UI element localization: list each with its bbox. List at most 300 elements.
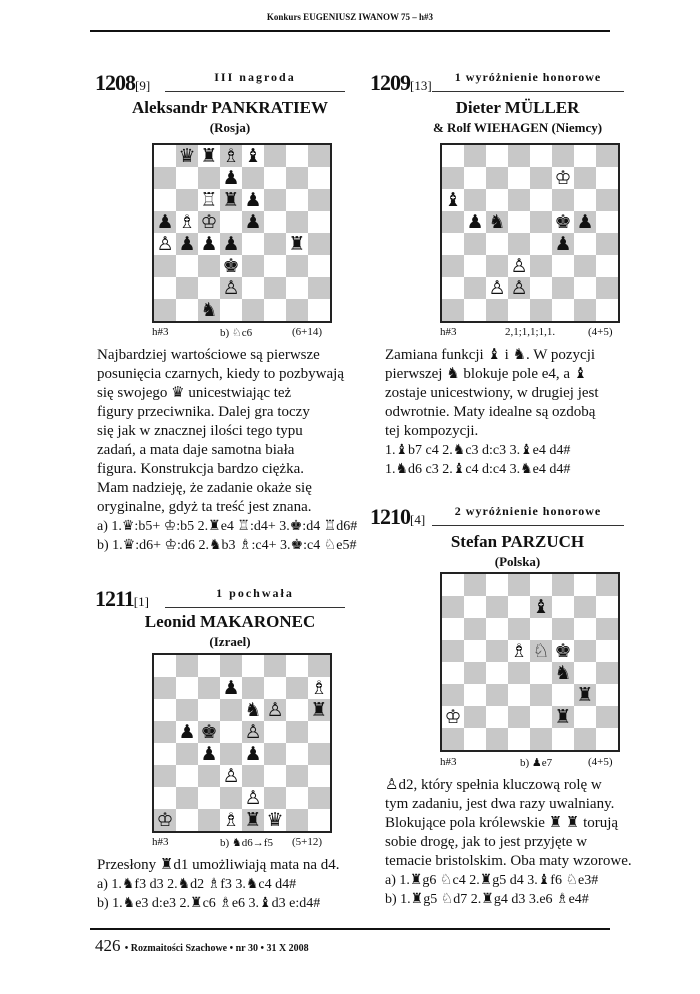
- page-number: 426: [95, 936, 121, 955]
- problem-number-1209: 1209[13]: [370, 70, 432, 95]
- comment-1210: [385, 776, 660, 909]
- comment-1211: [97, 856, 377, 913]
- board-square: [264, 167, 286, 189]
- board-square: [176, 699, 198, 721]
- board-square: [198, 255, 220, 277]
- chess-piece: ♞: [488, 211, 506, 233]
- chess-piece: ♗: [222, 809, 240, 831]
- board-square: [286, 721, 308, 743]
- board-square: [486, 574, 508, 596]
- board-square: [286, 765, 308, 787]
- material-1209: (4+5): [588, 326, 613, 338]
- board-square: [464, 662, 486, 684]
- board-square: [442, 662, 464, 684]
- board-square: [552, 299, 574, 321]
- board-square: [308, 299, 330, 321]
- board-square: [264, 787, 286, 809]
- board-square: [154, 677, 176, 699]
- board-square: [596, 255, 618, 277]
- board-square: [552, 618, 574, 640]
- board-square: [442, 167, 464, 189]
- board-square: [552, 574, 574, 596]
- footer-rule: [90, 928, 610, 930]
- board-square: [176, 677, 198, 699]
- board-square: [552, 189, 574, 211]
- chess-piece: ♙: [222, 277, 240, 299]
- text-line: odwrotnie. Maty idealne są ozdobą: [385, 404, 596, 420]
- board-square: [176, 189, 198, 211]
- board-square: [508, 684, 530, 706]
- text-line: posunięcia czarnych, kiedy to pozbywają: [97, 366, 344, 382]
- award-rule: [165, 607, 345, 608]
- board-square: [176, 655, 198, 677]
- text-line: tej kompozycji.: [385, 423, 479, 439]
- board-square: [574, 189, 596, 211]
- board-square: [464, 618, 486, 640]
- text-line: Zamiana funkcji ♝ i ♞. W pozycji: [385, 347, 596, 363]
- board-square: [154, 189, 176, 211]
- chess-piece: ♔: [554, 167, 572, 189]
- twin-1211: b) ♞d6→f5: [220, 837, 273, 849]
- board-square: [508, 596, 530, 618]
- board-square: [154, 299, 176, 321]
- award-rule: [165, 91, 345, 92]
- board-square: [264, 677, 286, 699]
- board-square: [286, 787, 308, 809]
- board-square: [486, 596, 508, 618]
- board-square: [154, 765, 176, 787]
- board-square: [308, 189, 330, 211]
- board-square: [596, 277, 618, 299]
- chess-piece: ♜: [200, 145, 218, 167]
- material-1208: (6+14): [292, 326, 323, 338]
- chess-piece: ♙: [244, 787, 262, 809]
- board-square: [464, 189, 486, 211]
- material-1210: (4+5): [588, 756, 613, 768]
- board-square: [442, 618, 464, 640]
- board-square: [176, 787, 198, 809]
- problem-number-1210: 1210[4]: [370, 504, 426, 529]
- page-footer: [95, 936, 309, 956]
- author-1210: Stefan PARZUCH: [450, 532, 585, 551]
- board-square: [154, 743, 176, 765]
- board-square: [596, 574, 618, 596]
- author-1208: Aleksandr PANKRATIEW: [132, 98, 328, 117]
- chess-piece: ♜: [288, 233, 306, 255]
- solution-b-1208: b) 1.♛:d6+ ♔:d6 2.♞b3 ♗:c4+ 3.♚:c4 ♘e5#: [97, 538, 357, 553]
- board-square: [596, 662, 618, 684]
- board-square: [154, 145, 176, 167]
- board-square: [264, 655, 286, 677]
- board-square: [464, 640, 486, 662]
- board-square: [508, 167, 530, 189]
- author-1211: Leonid MAKARONEC: [144, 612, 316, 631]
- board-square: [464, 299, 486, 321]
- board-square: [264, 145, 286, 167]
- board-square: [596, 211, 618, 233]
- board-square: [264, 211, 286, 233]
- board-square: [596, 233, 618, 255]
- chess-piece: ♙: [510, 277, 528, 299]
- chess-piece: ♗: [510, 640, 528, 662]
- board-square: [286, 299, 308, 321]
- text-line: temacie bristolskim. Oba maty wzorowe.: [385, 853, 632, 869]
- board-square: [308, 809, 330, 831]
- board-square: [508, 706, 530, 728]
- chess-piece: ♛: [266, 809, 284, 831]
- award-1209: 1 wyróżnienie honorowe: [454, 70, 602, 84]
- board-square: [176, 299, 198, 321]
- board-square: [264, 765, 286, 787]
- twin-1208: b) ♘c6: [220, 327, 253, 339]
- board-square: [176, 277, 198, 299]
- text-line: Blokujące pola królewskie ♜ ♜ torują: [385, 815, 619, 831]
- board-square: [198, 167, 220, 189]
- chess-piece: ♚: [554, 640, 572, 662]
- board-square: [442, 684, 464, 706]
- board-square: [508, 233, 530, 255]
- board-square: [264, 743, 286, 765]
- board-square: [574, 640, 596, 662]
- board-square: [308, 765, 330, 787]
- board-square: [464, 596, 486, 618]
- board-square: [176, 255, 198, 277]
- board-square: [442, 728, 464, 750]
- text-line: Mam nadzieję, że zadanie okaże się: [97, 480, 312, 496]
- board-square: [308, 721, 330, 743]
- board-square: [442, 211, 464, 233]
- board-square: [552, 596, 574, 618]
- board-square: [508, 145, 530, 167]
- text-line: sobie drogę, jak to jest przyjęte w: [385, 834, 588, 850]
- board-square: [154, 699, 176, 721]
- board-square: [530, 145, 552, 167]
- chess-piece: ♟: [156, 211, 174, 233]
- board-square: [596, 167, 618, 189]
- board-square: [154, 655, 176, 677]
- board-square: [464, 255, 486, 277]
- board-square: [442, 640, 464, 662]
- board-square: [530, 277, 552, 299]
- chess-piece: ♝: [532, 596, 550, 618]
- chess-piece: ♞: [200, 299, 218, 321]
- problem-number-1208: 1208[9]: [95, 70, 151, 95]
- text-line: zadań, a mata daje samotna biała: [97, 442, 295, 458]
- board-square: [508, 662, 530, 684]
- country-1210: (Polska): [494, 554, 541, 569]
- board-square: [486, 640, 508, 662]
- text-line: się jak w znacznej ilości tego typu: [97, 423, 303, 439]
- chess-board-1210: [440, 572, 620, 752]
- board-square: [596, 706, 618, 728]
- board-square: [286, 277, 308, 299]
- board-square: [530, 574, 552, 596]
- board-square: [442, 574, 464, 596]
- board-square: [220, 699, 242, 721]
- board-square: [574, 618, 596, 640]
- text-line: ♙d2, który spełnia kluczową rolę w: [385, 777, 602, 793]
- board-square: [264, 277, 286, 299]
- board-square: [530, 233, 552, 255]
- chess-piece: ♗: [310, 677, 328, 699]
- board-square: [530, 211, 552, 233]
- text-line: pierwszej ♞ blokuje pole e4, a ♝: [385, 366, 588, 382]
- chess-piece: ♟: [178, 233, 196, 255]
- text-line: oryginalne, gdyż ta treść jest znana.: [97, 499, 312, 515]
- board-square: [530, 167, 552, 189]
- board-square: [242, 167, 264, 189]
- board-square: [220, 743, 242, 765]
- chess-piece: ♟: [244, 743, 262, 765]
- board-square: [486, 728, 508, 750]
- board-square: [508, 211, 530, 233]
- text-line: się swojego ♛ unicestwiając też: [97, 385, 292, 401]
- solution-2-1209: 1.♞d6 c3 2.♝c4 d:c4 3.♞e4 d4#: [385, 462, 571, 477]
- board-square: [486, 145, 508, 167]
- text-line: Przesłony ♜d1 umożliwiają mata na d4.: [97, 857, 340, 873]
- country-1209: & Rolf WIEHAGEN (Niemcy): [432, 120, 603, 135]
- comment-1208: [97, 346, 377, 555]
- board-square: [176, 809, 198, 831]
- board-square: [596, 684, 618, 706]
- solution-b-1211: b) 1.♞e3 d:e3 2.♜c6 ♗e6 3.♝d3 e:d4#: [97, 896, 321, 911]
- board-square: [442, 255, 464, 277]
- chess-piece: ♙: [266, 699, 284, 721]
- board-square: [530, 728, 552, 750]
- board-square: [596, 618, 618, 640]
- chess-piece: ♟: [200, 233, 218, 255]
- chess-board-1209: [440, 143, 620, 323]
- board-square: [552, 255, 574, 277]
- board-square: [596, 145, 618, 167]
- board-square: [242, 677, 264, 699]
- board-square: [530, 662, 552, 684]
- award-rule: [432, 525, 624, 526]
- board-square: [574, 574, 596, 596]
- board-square: [264, 299, 286, 321]
- board-square: [308, 233, 330, 255]
- board-square: [486, 189, 508, 211]
- board-square: [574, 706, 596, 728]
- board-square: [286, 167, 308, 189]
- board-square: [464, 167, 486, 189]
- board-square: [198, 809, 220, 831]
- board-square: [486, 662, 508, 684]
- board-square: [154, 277, 176, 299]
- board-square: [464, 277, 486, 299]
- board-square: [552, 728, 574, 750]
- board-square: [574, 596, 596, 618]
- board-square: [464, 233, 486, 255]
- board-square: [442, 299, 464, 321]
- solution-a-1208: a) 1.♛:b5+ ♔:b5 2.♜e4 ♖:d4+ 3.♚:d4 ♖d6#: [97, 519, 358, 534]
- board-square: [596, 299, 618, 321]
- chess-piece: ♜: [576, 684, 594, 706]
- chess-piece: ♜: [222, 189, 240, 211]
- board-square: [198, 655, 220, 677]
- board-square: [486, 167, 508, 189]
- chess-piece: ♙: [156, 233, 174, 255]
- chess-piece: ♝: [244, 145, 262, 167]
- board-square: [286, 699, 308, 721]
- comment-1209: [385, 346, 660, 479]
- board-square: [242, 255, 264, 277]
- header-rule: [90, 30, 610, 32]
- board-square: [596, 728, 618, 750]
- chess-piece: ♙: [510, 255, 528, 277]
- board-square: [176, 167, 198, 189]
- board-square: [530, 684, 552, 706]
- board-square: [442, 233, 464, 255]
- board-square: [154, 721, 176, 743]
- board-square: [596, 189, 618, 211]
- board-square: [308, 743, 330, 765]
- board-square: [264, 233, 286, 255]
- board-square: [176, 765, 198, 787]
- chess-piece: ♟: [222, 233, 240, 255]
- board-square: [530, 299, 552, 321]
- board-square: [486, 684, 508, 706]
- board-square: [530, 255, 552, 277]
- chess-piece: ♟: [222, 677, 240, 699]
- board-square: [264, 255, 286, 277]
- board-square: [198, 677, 220, 699]
- board-square: [176, 743, 198, 765]
- board-square: [220, 299, 242, 321]
- board-square: [486, 706, 508, 728]
- running-head: Konkurs EUGENIUSZ IWANOW 75 – h#3: [266, 12, 434, 22]
- board-square: [308, 167, 330, 189]
- board-square: [242, 655, 264, 677]
- twin-1209: 2,1;1,1;1,1.: [505, 326, 556, 338]
- board-square: [574, 277, 596, 299]
- chess-piece: ♞: [244, 699, 262, 721]
- board-square: [220, 211, 242, 233]
- board-square: [530, 618, 552, 640]
- chess-piece: ♟: [244, 189, 262, 211]
- chess-piece: ♟: [178, 721, 196, 743]
- award-rule: [432, 91, 624, 92]
- board-square: [242, 299, 264, 321]
- chess-piece: ♙: [244, 721, 262, 743]
- board-square: [220, 721, 242, 743]
- problem-number-1211: 1211[1]: [95, 586, 149, 611]
- board-square: [286, 655, 308, 677]
- chess-piece: ♝: [444, 189, 462, 211]
- board-square: [308, 145, 330, 167]
- board-square: [264, 721, 286, 743]
- board-square: [220, 655, 242, 677]
- board-square: [198, 277, 220, 299]
- board-square: [574, 233, 596, 255]
- board-square: [198, 699, 220, 721]
- chess-piece: ♟: [244, 211, 262, 233]
- text-line: zostaje unicestwiony, w drugiej jest: [385, 385, 599, 401]
- chess-piece: ♔: [156, 809, 174, 831]
- stipulation-1208: h#3: [152, 326, 169, 338]
- board-square: [286, 189, 308, 211]
- chess-piece: ♙: [488, 277, 506, 299]
- board-square: [530, 706, 552, 728]
- text-line: figury przeciwnika. Dalej gra toczy: [97, 404, 310, 420]
- solution-b-1210: b) 1.♜g5 ♘d7 2.♜g4 d3 3.e6 ♗e4#: [385, 892, 589, 907]
- board-square: [508, 189, 530, 211]
- board-square: [508, 299, 530, 321]
- stipulation-1210: h#3: [440, 756, 457, 768]
- stipulation-1209: h#3: [440, 326, 457, 338]
- board-square: [264, 189, 286, 211]
- solution-a-1211: a) 1.♞f3 d3 2.♞d2 ♗f3 3.♞c4 d4#: [97, 877, 297, 892]
- chess-piece: ♚: [554, 211, 572, 233]
- chess-piece: ♟: [466, 211, 484, 233]
- board-square: [286, 211, 308, 233]
- board-square: [154, 787, 176, 809]
- board-square: [154, 167, 176, 189]
- board-square: [464, 706, 486, 728]
- board-square: [574, 145, 596, 167]
- chess-piece: ♚: [222, 255, 240, 277]
- board-square: [154, 255, 176, 277]
- board-square: [574, 167, 596, 189]
- board-square: [486, 233, 508, 255]
- board-square: [552, 145, 574, 167]
- chess-piece: ♟: [222, 167, 240, 189]
- solution-1-1209: 1.♝b7 c4 2.♞c3 d:c3 3.♝e4 d4#: [385, 443, 571, 458]
- chess-piece: ♘: [532, 640, 550, 662]
- board-square: [464, 728, 486, 750]
- board-square: [442, 596, 464, 618]
- board-square: [486, 299, 508, 321]
- chess-piece: ♔: [200, 211, 218, 233]
- chess-piece: ♟: [200, 743, 218, 765]
- board-square: [308, 787, 330, 809]
- text-line: Najbardziej wartościowe są pierwsze: [97, 347, 320, 363]
- material-1211: (5+12): [292, 836, 323, 848]
- board-square: [220, 787, 242, 809]
- board-square: [552, 277, 574, 299]
- board-square: [596, 596, 618, 618]
- country-1211: (Izrael): [209, 634, 251, 649]
- board-square: [242, 765, 264, 787]
- board-square: [596, 640, 618, 662]
- award-1211: 1 pochwała: [216, 586, 294, 600]
- chess-piece: ♟: [554, 233, 572, 255]
- board-square: [198, 787, 220, 809]
- chess-piece: ♔: [444, 706, 462, 728]
- board-square: [286, 809, 308, 831]
- board-square: [198, 765, 220, 787]
- chess-piece: ♚: [200, 721, 218, 743]
- board-square: [464, 145, 486, 167]
- chess-piece: ♖: [200, 189, 218, 211]
- award-1208: III nagroda: [214, 70, 296, 84]
- board-square: [308, 255, 330, 277]
- chess-piece: ♜: [244, 809, 262, 831]
- board-square: [574, 662, 596, 684]
- board-square: [508, 574, 530, 596]
- chess-piece: ♙: [222, 765, 240, 787]
- award-1210: 2 wyróżnienie honorowe: [454, 504, 602, 518]
- chess-board-1211: [152, 653, 332, 833]
- board-square: [552, 684, 574, 706]
- board-square: [574, 728, 596, 750]
- chess-piece: ♜: [310, 699, 328, 721]
- chess-piece: ♟: [576, 211, 594, 233]
- chess-piece: ♗: [178, 211, 196, 233]
- twin-1210: b) ♟e7: [520, 757, 553, 769]
- text-line: figura. Konstrukcja bardzo ciężka.: [97, 461, 304, 477]
- board-square: [442, 145, 464, 167]
